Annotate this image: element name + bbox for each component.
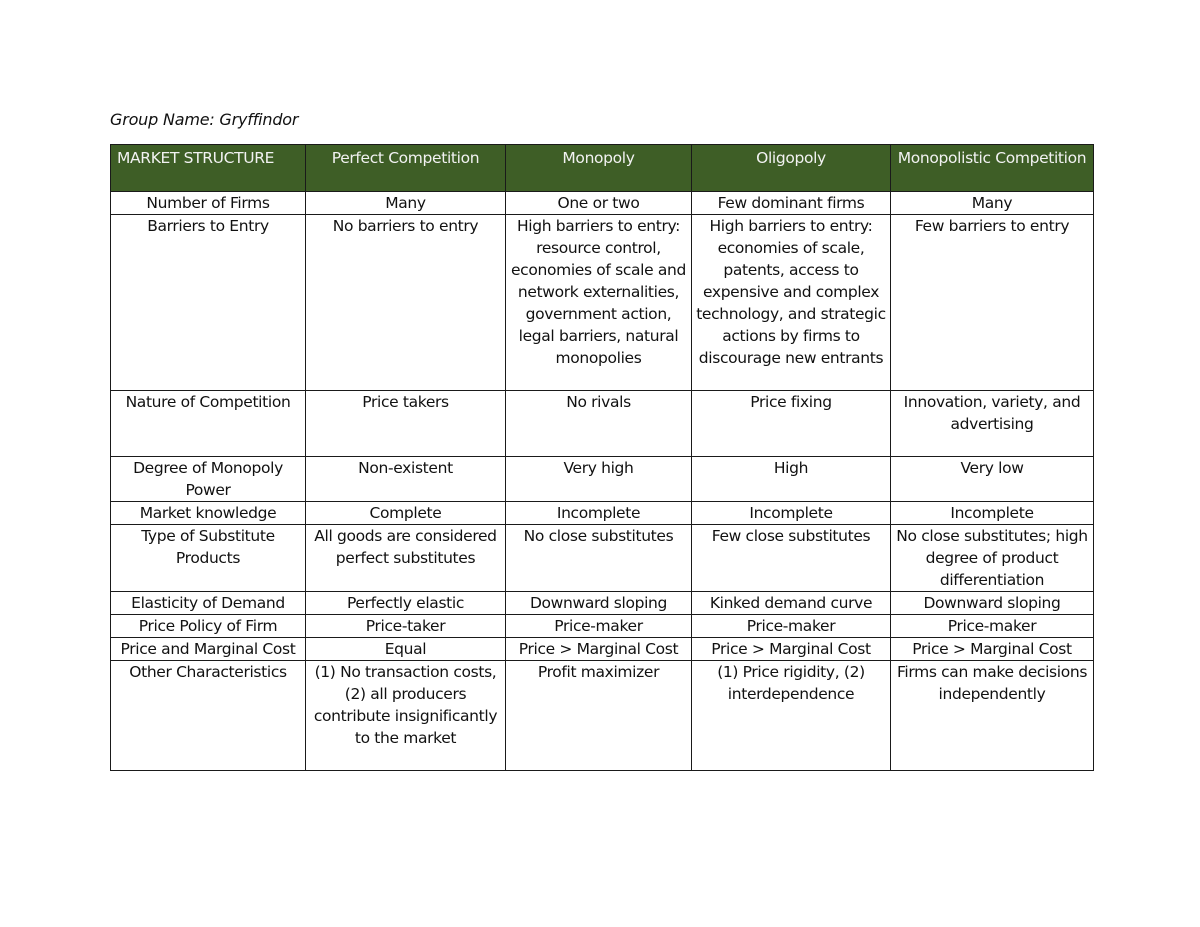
table-cell: Complete — [306, 502, 506, 525]
table-cell: Downward sloping — [891, 592, 1094, 615]
table-cell: (1) No transaction costs, (2) all producers contribute insignificantly to the market — [306, 661, 506, 771]
table-cell: Price > Marginal Cost — [891, 638, 1094, 661]
table-cell: Price-maker — [692, 615, 891, 638]
table-cell: Very low — [891, 457, 1094, 502]
table-row — [111, 502, 1094, 525]
table-cell: No barriers to entry — [306, 215, 506, 391]
row-label: Market knowledge — [111, 502, 306, 525]
table-cell: No rivals — [506, 391, 692, 457]
row-label: Number of Firms — [111, 192, 306, 215]
table-cell: High barriers to entry: economies of scale, patents, access to expensive and complex technology, and strategic actions by firms to discourage new entrants — [692, 215, 891, 391]
header-oligopoly: Oligopoly — [692, 145, 891, 192]
table-cell: Price-maker — [506, 615, 692, 638]
table-row — [111, 638, 1094, 661]
table-cell: Perfectly elastic — [306, 592, 506, 615]
table-cell: Incomplete — [692, 502, 891, 525]
market-structure-table — [110, 144, 1094, 771]
table-cell: Many — [306, 192, 506, 215]
row-label: Nature of Competition — [111, 391, 306, 457]
table-cell: (1) Price rigidity, (2) interdependence — [692, 661, 891, 771]
table-cell: Very high — [506, 457, 692, 502]
table-cell: Incomplete — [506, 502, 692, 525]
table-cell: No close substitutes; high degree of product differentiation — [891, 525, 1094, 592]
table-row — [111, 215, 1094, 391]
table-cell: Price takers — [306, 391, 506, 457]
table-cell: Few dominant firms — [692, 192, 891, 215]
table-cell: Kinked demand curve — [692, 592, 891, 615]
table-row — [111, 192, 1094, 215]
row-label: Elasticity of Demand — [111, 592, 306, 615]
row-label: Type of Substitute Products — [111, 525, 306, 592]
table-cell: Few barriers to entry — [891, 215, 1094, 391]
header-market-structure: MARKET STRUCTURE — [111, 145, 306, 192]
row-label: Degree of Monopoly Power — [111, 457, 306, 502]
table-cell: Non-existent — [306, 457, 506, 502]
table-row — [111, 661, 1094, 771]
table-cell: Price-maker — [891, 615, 1094, 638]
table-cell: Downward sloping — [506, 592, 692, 615]
table-row — [111, 525, 1094, 592]
table-cell: Price > Marginal Cost — [692, 638, 891, 661]
header-monopolistic-competition: Monopolistic Competition — [891, 145, 1094, 192]
header-row — [111, 145, 1094, 192]
table-cell: Equal — [306, 638, 506, 661]
table-cell: All goods are considered perfect substitutes — [306, 525, 506, 592]
table-cell: Incomplete — [891, 502, 1094, 525]
table-cell: Price-taker — [306, 615, 506, 638]
row-label: Price Policy of Firm — [111, 615, 306, 638]
header-perfect-competition: Perfect Competition — [306, 145, 506, 192]
table-cell: Price fixing — [692, 391, 891, 457]
table-cell: Few close substitutes — [692, 525, 891, 592]
table-cell: Innovation, variety, and advertising — [891, 391, 1094, 457]
table-cell: Profit maximizer — [506, 661, 692, 771]
table-cell: Many — [891, 192, 1094, 215]
table-cell: No close substitutes — [506, 525, 692, 592]
table-cell: High — [692, 457, 891, 502]
table-row — [111, 391, 1094, 457]
table-row — [111, 615, 1094, 638]
group-name-label: Group Name: Gryffindor — [110, 110, 299, 129]
table-cell: One or two — [506, 192, 692, 215]
table-cell: Price > Marginal Cost — [506, 638, 692, 661]
header-monopoly: Monopoly — [506, 145, 692, 192]
table-row — [111, 592, 1094, 615]
table-row — [111, 457, 1094, 502]
table-cell: Firms can make decisions independently — [891, 661, 1094, 771]
row-label: Price and Marginal Cost — [111, 638, 306, 661]
table-cell: High barriers to entry: resource control, economies of scale and network externalities, government action, legal barriers, natural monopolies — [506, 215, 692, 391]
row-label: Other Characteristics — [111, 661, 306, 771]
row-label: Barriers to Entry — [111, 215, 306, 391]
